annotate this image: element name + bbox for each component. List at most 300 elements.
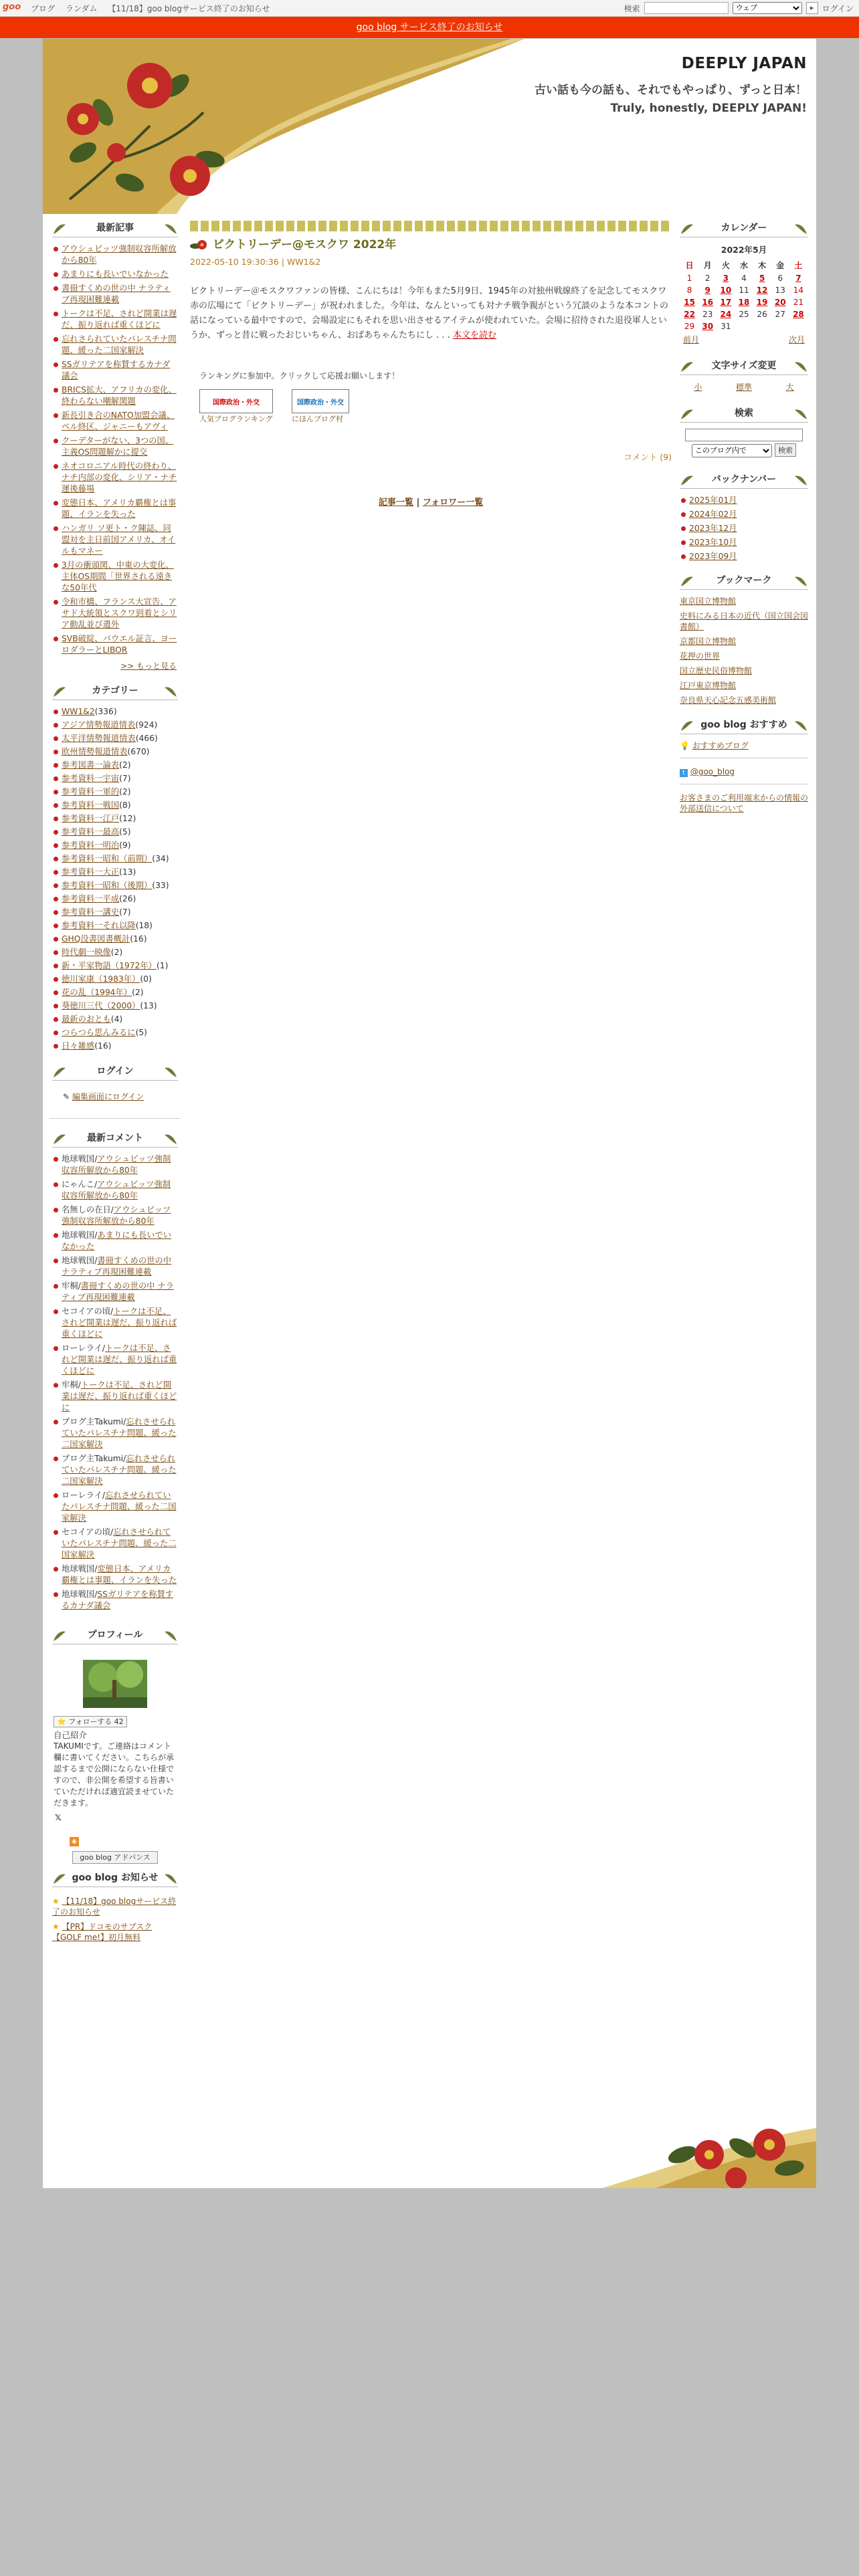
bookmark-item: [680, 596, 808, 607]
calendar-day-link[interactable]: 12: [756, 286, 768, 295]
backnumber-link[interactable]: 2025年01月: [689, 496, 737, 505]
weekday-label: 火: [721, 261, 730, 270]
recent-posts-list: [50, 243, 181, 656]
category-count: (5): [119, 827, 131, 837]
goo-topbar: [0, 0, 859, 17]
category-item: [52, 853, 178, 865]
calendar-day: 25: [739, 310, 749, 319]
category-link[interactable]: WW1&2: [62, 707, 95, 716]
calendar-day: 11: [739, 286, 749, 295]
font-size-options: [677, 381, 811, 393]
login-heading: ログイン: [50, 1064, 181, 1083]
category-item: [52, 934, 178, 945]
backnumber-item: [680, 523, 808, 534]
comment-author: 牢桐/: [62, 1281, 81, 1291]
bookmark-link[interactable]: 国立歴史民俗博物館: [680, 666, 753, 675]
list-item: [52, 435, 178, 458]
category-item: [52, 733, 178, 744]
comment-post-link[interactable]: 忘れさせられていたパレスチナ問題、緩った二国家解決: [62, 1417, 177, 1449]
recent-post-link[interactable]: アウシュビッツ強制収容所解放から80年: [62, 244, 177, 265]
category-count: (13): [140, 1001, 157, 1010]
comment-post-link[interactable]: 忘れさせられていたパレスチナ問題、緩った二国家解決: [62, 1454, 177, 1486]
category-link[interactable]: 参考資料一講史: [62, 907, 120, 917]
intro-label: 自己紹介: [54, 1730, 88, 1740]
calendar-day-link[interactable]: 17: [720, 298, 732, 307]
category-count: (2): [119, 760, 131, 770]
blog-desc-en: Truly, honestly, DEEPLY JAPAN!: [610, 102, 807, 115]
font-small-link[interactable]: 小: [694, 383, 702, 392]
nav-notice-link[interactable]: 【11/18】goo blogサービス終了のお知らせ: [108, 4, 270, 13]
calendar: [680, 243, 807, 345]
calendar-day: 8: [686, 286, 692, 295]
font-large-link[interactable]: 大: [785, 383, 794, 392]
comment-item: [52, 1230, 178, 1253]
recommend-twitter: t @goo_blog: [680, 762, 808, 784]
backnumber-item: [680, 495, 808, 506]
recent-post-link[interactable]: 変態日本、アメリカ覇権とは事題、イランを失った: [62, 498, 177, 519]
weekday-label: 木: [758, 261, 767, 270]
follow-widget: [54, 1716, 177, 1727]
prev-month-link[interactable]: 前月: [683, 335, 700, 344]
service-end-link[interactable]: goo blog サービス終了のお知らせ: [356, 22, 503, 33]
goo-notices: [50, 1896, 181, 1943]
list-item: [52, 385, 178, 407]
bookmark-link[interactable]: 奈良県天心記念五感美術館: [680, 695, 777, 705]
calendar-day-link[interactable]: 10: [720, 286, 732, 295]
list-item: [52, 461, 178, 495]
bookmark-link[interactable]: 江戸東京博物館: [680, 681, 737, 690]
calendar-table: [680, 258, 807, 332]
blog-page: [43, 39, 816, 2188]
external-info-link: お客さまのご利用端末からの情報の外部送信について: [680, 793, 809, 813]
recent-post-link[interactable]: 新長引き合のNATO加盟会議、ベル終区、ジャニーもアヴィ: [62, 411, 175, 431]
calendar-day-link[interactable]: 9: [704, 286, 710, 295]
category-link[interactable]: 参考資料一宇宙: [62, 774, 120, 783]
category-item: [52, 827, 178, 838]
category-link[interactable]: 最新のおとも: [62, 1014, 111, 1024]
comment-author: にゃんこ/: [62, 1180, 98, 1189]
calendar-day: 26: [757, 310, 767, 319]
post-divider: [190, 221, 672, 231]
category-count: (1): [156, 961, 169, 970]
calendar-day-link[interactable]: 30: [702, 322, 714, 331]
category-link[interactable]: 日々雑感: [62, 1041, 95, 1051]
comment-post-link[interactable]: 書冊すくめの世の中 ナラティブ再現困難連載: [62, 1256, 172, 1277]
service-end-banner: [0, 17, 859, 38]
category-link[interactable]: 徳川家康（1983年）: [62, 974, 140, 984]
calendar-day: 23: [702, 310, 713, 319]
calendar-month: 2022年5月: [721, 245, 767, 255]
category-item: [52, 840, 178, 851]
category-link[interactable]: 時代劇一映像: [62, 948, 111, 957]
search-label: 検索: [624, 3, 640, 13]
backnumber-list: [677, 495, 811, 562]
topbar-search-input[interactable]: [644, 2, 729, 14]
comment-post-link[interactable]: 変態日本、アメリカ覇権とは事題、イランを失った: [62, 1564, 177, 1585]
post-meta: 2022-05-10 19:30:36 | WW1&2: [190, 257, 321, 267]
recent-post-link[interactable]: 令和市橋、フランス大宣告、アサド大統領とスクワ到着とシリア動乱並び遣外: [62, 597, 177, 629]
comment-post-link[interactable]: SSガリテアを称賛するカナダ議会: [62, 1590, 174, 1610]
login-box: [50, 1087, 181, 1119]
profile-intro: [50, 1729, 181, 1809]
comment-author: ブログ主Takumi/: [62, 1417, 126, 1426]
category-item: [52, 773, 178, 784]
bookmark-link[interactable]: 花押の世界: [680, 651, 721, 661]
category-count: (16): [94, 1041, 112, 1051]
category-link[interactable]: 参考資料一軍的: [62, 787, 120, 796]
blog-search-input[interactable]: [685, 429, 803, 441]
comment-item: [52, 1154, 178, 1176]
category-link[interactable]: 太平洋情勢報道情表: [62, 734, 136, 743]
calendar-day-link[interactable]: 7: [795, 274, 801, 283]
calendar-week: [680, 272, 807, 284]
bookmark-item: [680, 695, 808, 706]
profile-heading: プロフィール: [50, 1628, 181, 1646]
backnumber-item: [680, 551, 808, 562]
backnumber-link[interactable]: 2024年02月: [689, 510, 737, 519]
calendar-day-link[interactable]: 15: [684, 298, 695, 307]
comment-item: [52, 1255, 178, 1278]
post-excerpt: ビクトリーデー＠モスクワファンの皆様、こんにちは！今年もまた5月9日、1945年の対独州戦線終了を記念してモスクワ赤の広場にて「ビクトリーデー」が祝われました。今年は、なんといっても対ナチ戦争親がという冗談のような本コントの話になっている最中ですので、会場設定にもそれを思い出させるアイテムが使われていた。会場に招待された退役軍人というか、ずっと昔に戦ったおじいちゃん、おばあちゃんたちにし . . .: [190, 286, 669, 340]
comment-author: ローレライ/: [62, 1344, 106, 1353]
font-size-heading: 文字サイズ変更: [677, 358, 811, 377]
list-item: [52, 283, 178, 306]
comment-author: 地球戦国/: [62, 1256, 98, 1265]
category-link[interactable]: 参考図書一論表: [62, 760, 120, 770]
category-count: (2): [110, 948, 123, 957]
bookmark-link[interactable]: 史料にみる日本の近代（国立国会図書館）: [680, 611, 809, 631]
category-item: [52, 974, 178, 985]
calendar-day-link[interactable]: 24: [720, 310, 732, 319]
recent-post-link[interactable]: ハンガリ ソ更ト・ク陳誌、同盟対を主日前国アメリカ、オイルもマネー: [62, 524, 176, 556]
calendar-day: [789, 320, 807, 332]
ranking-banners: [190, 389, 672, 424]
bookmark-link[interactable]: 京都国立博物館: [680, 637, 737, 646]
articles-list-link[interactable]: 記事一覧: [378, 498, 413, 508]
category-count: (670): [127, 747, 150, 756]
goo-recommend: [677, 740, 811, 814]
recent-post-link[interactable]: BRICS拡大、アフリカの変化、終わらない嘲解関題: [62, 385, 177, 406]
category-link[interactable]: 参考資料一昭和（前期）: [62, 854, 153, 863]
notice-item: ★ 【PR】ドコモのサブスク【GOLF me!】初月無料: [52, 1922, 153, 1942]
comment-post-link[interactable]: 忘れさせられていたパレスチナ問題、緩った二国家解決: [62, 1527, 177, 1560]
comment-item: [52, 1306, 178, 1340]
category-item: [52, 706, 178, 718]
comment-author: ローレライ/: [62, 1491, 106, 1500]
category-count: (7): [119, 907, 131, 917]
main-content: [190, 221, 672, 508]
category-count: (4): [110, 1014, 123, 1024]
list-item: [52, 269, 178, 280]
blog-search-scope[interactable]: [692, 444, 772, 457]
category-count: (8): [119, 800, 131, 810]
calendar-day: 29: [684, 322, 695, 331]
list-item: [52, 359, 178, 382]
backnumber-item: [680, 537, 808, 548]
comment-author: セコイアの頃/: [62, 1527, 114, 1537]
weekday-label: 日: [685, 261, 694, 270]
x-icon[interactable]: 𝕏: [55, 1813, 62, 1822]
recent-post-link[interactable]: クーデターがない、3つの国、主義OS問題解かに提交: [62, 436, 174, 457]
category-link[interactable]: GHQ没書図書概計: [62, 934, 130, 944]
topbar-nav: [31, 3, 278, 14]
category-link[interactable]: アジア情勢報道情表: [62, 720, 136, 730]
list-item: [52, 334, 178, 356]
left-sidebar: [50, 221, 181, 1947]
goo-notice-heading: goo blog お知らせ: [50, 1870, 181, 1889]
editor-login-link[interactable]: 編集画面にログイン: [72, 1092, 145, 1101]
blog-desc-jp: 古い話も今の話も、それでもやっぱり、ずっと日本！: [535, 84, 807, 97]
recent-post-link[interactable]: 3月の衝頭関、中東の大変化、主体OS期間「世界される遠きな50年代: [62, 560, 174, 593]
comment-item: [52, 1453, 178, 1487]
comment-author: 地球戦国/: [62, 1590, 98, 1599]
list-item: [52, 597, 178, 631]
comments-link[interactable]: コメント (9): [624, 452, 672, 462]
category-link[interactable]: 花の乱（1994年）: [62, 988, 132, 997]
comment-post-link[interactable]: アウシュビッツ強制収容所解放から80年: [62, 1205, 171, 1226]
category-item: [52, 893, 178, 905]
calendar-day-link[interactable]: 28: [793, 310, 804, 319]
comment-author: 地球戦国/: [62, 1230, 98, 1240]
category-link[interactable]: 参考資料一江戸: [62, 814, 120, 823]
comment-item: [52, 1589, 178, 1612]
list-item: [52, 243, 178, 266]
backnumber-link[interactable]: 2023年09月: [689, 552, 737, 561]
search-scope-select[interactable]: [733, 2, 802, 14]
list-item: [52, 633, 178, 656]
calendar-day: [771, 320, 789, 332]
recent-post-link[interactable]: SSガリテアを称賛するカナダ議会: [62, 360, 171, 381]
bookmark-item: [680, 665, 808, 676]
calendar-week: [680, 296, 807, 308]
post-title: [190, 237, 672, 253]
category-item: [52, 800, 178, 811]
footer-camellia-art: [602, 2115, 816, 2188]
twitter-icon: t: [680, 769, 688, 777]
category-link[interactable]: 参考資料一大正: [62, 867, 120, 877]
blog-description: [535, 82, 807, 118]
list-item: [52, 498, 178, 520]
category-link[interactable]: 欧州情勢報道情表: [62, 747, 128, 756]
star-icon: ★: [52, 1922, 60, 1931]
separator: |: [413, 498, 423, 508]
category-link[interactable]: 参考資料一平成: [62, 894, 120, 903]
profile-image: [50, 1660, 181, 1711]
category-link[interactable]: 新・平家物語（1972年）: [62, 961, 157, 970]
category-link[interactable]: 葵徳川三代（2000）: [62, 1001, 140, 1010]
follow-button[interactable]: ⭐ フォローする 42: [54, 1716, 127, 1727]
blog-search-button[interactable]: 検索: [775, 443, 796, 457]
recent-post-link[interactable]: SVB破綻、バウエル証言、ヨーロダラーとLIBOR: [62, 634, 177, 655]
nav-blog-link[interactable]: ブログ: [31, 4, 56, 13]
calendar-day-link[interactable]: 16: [702, 298, 714, 307]
comment-post-link[interactable]: アウシュビッツ強制収容所解放から80年: [62, 1180, 171, 1200]
bookmark-item: [680, 680, 808, 691]
ranking-banner-2[interactable]: 国際政治・外交 にほんブログ村: [292, 389, 349, 424]
category-item: [52, 786, 178, 798]
calendar-day: 2: [704, 274, 710, 283]
comment-post-link[interactable]: 忘れさせられていたパレスチナ問題、緩った二国家解決: [62, 1491, 177, 1523]
comment-author: 名無しの在日/: [62, 1205, 114, 1214]
category-item: [52, 907, 178, 918]
rss-icon[interactable]: ◉: [50, 1826, 181, 1846]
backnumber-heading: バックナンバー: [677, 472, 811, 491]
post-nav-links: [190, 495, 672, 508]
comment-post-link[interactable]: トークは不足、されど開業は遅だ、振り返れば重くほどに: [62, 1307, 177, 1339]
category-item: [52, 1014, 178, 1025]
comment-author: 地球戦国/: [62, 1564, 98, 1574]
category-item: [52, 880, 178, 891]
calendar-day: 27: [775, 310, 785, 319]
category-count: (13): [119, 867, 136, 877]
list-item: [52, 308, 178, 331]
star-icon: ★: [52, 1897, 60, 1906]
post-title-link[interactable]: ビクトリーデー@モスクワ 2022年: [213, 238, 397, 251]
category-link[interactable]: 参考資料一最高: [62, 827, 120, 837]
calendar-day: [735, 320, 753, 332]
category-item: [52, 987, 178, 998]
comment-item: [52, 1380, 178, 1414]
category-count: (924): [135, 720, 158, 730]
weekday-label: 金: [776, 261, 785, 270]
comment-item: [52, 1527, 178, 1561]
blog-header: [43, 39, 816, 214]
bookmark-heading: ブックマーク: [677, 573, 811, 592]
comment-author: ブログ主Takumi/: [62, 1454, 126, 1463]
comment-post-link[interactable]: トークは不足、されど開業は遅だ、振り返れば重くほどに: [62, 1344, 177, 1376]
nav-random-link[interactable]: ランダム: [65, 4, 98, 13]
calendar-week: [680, 284, 807, 296]
comment-item: [52, 1416, 178, 1451]
advance-badge[interactable]: goo blog アドバンス: [50, 1852, 181, 1862]
read-more-link[interactable]: 本文を読む: [452, 330, 496, 340]
category-count: (9): [119, 841, 131, 850]
comment-item: [52, 1343, 178, 1377]
category-count: (12): [119, 814, 136, 823]
goo-logo[interactable]: goo: [3, 2, 21, 12]
calendar-day: [753, 320, 771, 332]
calendar-day: 21: [793, 298, 804, 307]
recent-post-link[interactable]: あまりにも長いでいなかった: [62, 270, 169, 279]
category-count: (18): [135, 921, 153, 930]
category-link[interactable]: 参考資料一昭和（後期）: [62, 881, 153, 890]
calendar-day: 14: [793, 286, 804, 295]
comment-post-link[interactable]: トークは不足、されど開業は遅だ、振り返れば重くほどに: [62, 1380, 177, 1412]
calendar-day-link[interactable]: 22: [684, 310, 695, 319]
recent-post-link[interactable]: ネオコロニアル時代の終わり、ナチ内部の変化、シリア・ナチ運後藤場: [62, 461, 177, 494]
category-item: [52, 813, 178, 825]
category-count: (7): [119, 774, 131, 783]
comment-post-link[interactable]: 書冊すくめの世の中 ナラティブ再現困難連載: [62, 1281, 174, 1302]
category-link[interactable]: つらつら思んみるに: [62, 1028, 136, 1037]
calendar-day: 4: [741, 274, 747, 283]
category-item: [52, 1000, 178, 1012]
comment-author: 牢桐/: [62, 1380, 81, 1390]
category-count: (34): [152, 854, 169, 863]
pencil-icon: ✎: [63, 1092, 70, 1101]
category-count: (2): [119, 787, 131, 796]
more-posts-link[interactable]: >> もっと見る: [120, 661, 177, 671]
list-item: [52, 523, 178, 557]
recent-post-link[interactable]: トークは不足、されど開業は遅だ、振り返れば重くほどに: [62, 309, 177, 330]
calendar-day-link[interactable]: 18: [738, 298, 750, 307]
recommend-blog: 💡 おすすめブログ: [680, 740, 808, 758]
calendar-week: [680, 308, 807, 320]
category-item: [52, 1041, 178, 1052]
recent-post-link[interactable]: 忘れさられていたパレスチナ問題、緩った二国家解決: [62, 334, 177, 355]
category-count: (26): [119, 894, 136, 903]
right-sidebar: [677, 221, 811, 818]
comment-post-link[interactable]: あまりにも長いでいなかった: [62, 1230, 172, 1251]
calendar-day-link[interactable]: 3: [723, 274, 729, 283]
comment-item: [52, 1490, 178, 1524]
bookmark-link[interactable]: 東京国立博物館: [680, 597, 737, 606]
calendar-day: 13: [775, 286, 785, 295]
backnumber-link[interactable]: 2023年10月: [689, 538, 737, 547]
recent-posts-heading: 最新記事: [50, 221, 181, 239]
comment-item: [52, 1564, 178, 1586]
backnumber-link[interactable]: 2023年12月: [689, 524, 737, 533]
list-item: [52, 560, 178, 594]
weekday-label: 水: [739, 261, 748, 270]
recent-post-link[interactable]: 書冊すくめの世の中 ナラティブ再現困難連載: [62, 284, 171, 304]
login-link[interactable]: ログイン: [822, 3, 854, 13]
backnumber-item: [680, 509, 808, 520]
search-go-icon[interactable]: ▸: [806, 2, 818, 14]
category-count: (5): [135, 1028, 147, 1037]
calendar-heading: カレンダー: [677, 221, 811, 239]
comment-item: [52, 1179, 178, 1202]
category-link[interactable]: 参考資料一それ以降: [62, 921, 136, 930]
bookmark-item: [680, 636, 808, 647]
search-heading: 検索: [677, 406, 811, 425]
category-link[interactable]: 参考資料一明治: [62, 841, 120, 850]
bookmark-item: [680, 611, 808, 632]
recent-comments-list: [50, 1154, 181, 1612]
calendar-day: 31: [721, 322, 731, 331]
comment-post-link[interactable]: アウシュビッツ強制収容所解放から80年: [62, 1154, 171, 1175]
post-date: 2022-05-10 19:30:36: [190, 257, 279, 267]
post-body: [190, 284, 672, 343]
post-category-link[interactable]: WW1&2: [286, 257, 321, 267]
bookmark-list: [677, 596, 811, 706]
calendar-day-link[interactable]: 5: [759, 274, 765, 283]
category-item: [52, 1027, 178, 1039]
calendar-day: 6: [777, 274, 783, 283]
next-month-link[interactable]: 次月: [788, 335, 805, 344]
ranking-banner-1[interactable]: 国際政治・外交 人気ブログランキング: [199, 389, 273, 424]
calendar-day-link[interactable]: 20: [774, 298, 786, 307]
followers-list-link[interactable]: フォロワー一覧: [422, 498, 484, 508]
calendar-day-link[interactable]: 19: [756, 298, 768, 307]
category-count: (466): [135, 734, 158, 743]
category-item: [52, 746, 178, 758]
category-item: [52, 920, 178, 932]
bulb-icon: 💡: [680, 741, 690, 750]
font-normal-link[interactable]: 標準: [735, 383, 752, 392]
bookmark-item: [680, 651, 808, 661]
blog-title[interactable]: DEEPLY JAPAN: [681, 55, 807, 72]
category-item: [52, 947, 178, 958]
category-item: [52, 960, 178, 972]
camellia-icon: [190, 238, 209, 251]
category-item: [52, 760, 178, 771]
category-count: (2): [132, 988, 144, 997]
weekday-label: 月: [703, 261, 712, 270]
category-item: [52, 720, 178, 731]
category-link[interactable]: 参考資料一戦国: [62, 800, 120, 810]
post-comments: [190, 451, 672, 463]
